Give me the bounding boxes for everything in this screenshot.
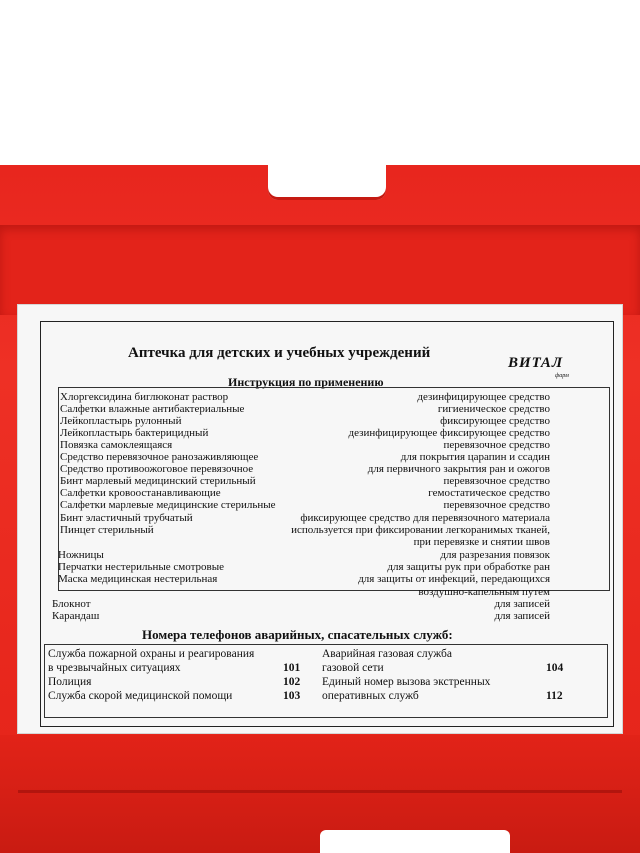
item-name: Средство противоожоговое перевязочное (60, 463, 254, 475)
item-purpose: для защиты рук при обработке ран (387, 561, 550, 573)
phone-number: 102 (283, 676, 301, 688)
phones-heading: Номера телефонов аварийных, спасательных служб: (142, 627, 453, 642)
item-name: Лейкопластырь рулонный (60, 415, 182, 427)
phone-number: 101 (283, 662, 301, 674)
phone-label: Аварийная газовая служба (322, 648, 452, 660)
vital-logo-sub: фарм (555, 373, 569, 379)
background (0, 0, 640, 160)
instruction-sheet (18, 305, 622, 733)
item-name: Бинт эластичный трубчатый (60, 512, 193, 524)
item-purpose: воздушно-капельным путем (418, 586, 550, 598)
sheet-title: Аптечка для детских и учебных учреждений (128, 345, 431, 361)
phone-label: Служба скорой медицинской помощи (48, 690, 233, 702)
item-purpose: гемостатическое средство (428, 487, 550, 499)
item-purpose: фиксирующее средство для перевязочного материала (300, 512, 550, 524)
item-name: Пинцет стерильный (60, 524, 154, 536)
phone-label: оперативных служб (322, 690, 419, 702)
case-clasp (320, 830, 510, 853)
item-name: Лейкопластырь бактерицидный (60, 427, 209, 439)
item-purpose: перевязочное средство (443, 439, 550, 451)
item-purpose: для покрытия царапин и ссадин (400, 451, 550, 463)
phone-label: газовой сети (322, 662, 384, 674)
phone-label: Служба пожарной охраны и реагирования (48, 648, 255, 660)
item-purpose: используется при фиксировании легкоранимых тканей, (291, 524, 550, 536)
item-purpose: перевязочное средство (443, 475, 550, 487)
item-name: Маска медицинская нестерильная (58, 573, 218, 585)
phone-label: Полиция (48, 676, 92, 688)
item-purpose: перевязочное средство (443, 499, 550, 511)
item-name: Средство перевязочное ранозаживляющее (60, 451, 259, 463)
item-name: Перчатки нестерильные смотровые (58, 561, 224, 573)
case-notch (268, 160, 386, 200)
phone-number: 103 (283, 690, 301, 702)
item-purpose: дезинфицирующее средство (417, 391, 550, 403)
item-name: Блокнот (52, 598, 91, 610)
item-purpose: дезинфицирующее фиксирующее средство (348, 427, 550, 439)
item-name: Салфетки влажные антибактериальные (60, 403, 245, 415)
item-name: Повязка самоклеящаяся (60, 439, 173, 451)
item-purpose: для записей (494, 598, 550, 610)
item-purpose: гигиеническое средство (437, 403, 550, 415)
vital-logo: ВИТАЛ (508, 355, 564, 371)
item-purpose: для разрезания повязок (440, 549, 550, 561)
item-name: Салфетки марлевые медицинские стерильные (60, 499, 276, 511)
item-name: Бинт марлевый медицинский стерильный (60, 475, 256, 487)
phone-label: Единый номер вызова экстренных (322, 676, 491, 688)
item-name: Салфетки кровоостанавливающие (60, 487, 221, 499)
instruction-heading: Инструкция по применению (228, 375, 384, 389)
item-name: Хлоргексидина биглюконат раствор (60, 391, 229, 403)
phone-label: в чрезвычайных ситуациях (48, 662, 181, 674)
phone-number: 112 (546, 690, 563, 702)
item-purpose: для записей (494, 610, 550, 622)
item-purpose: для первичного закрытия ран и ожогов (367, 463, 550, 475)
item-purpose: для защиты от инфекций, передающихся (358, 573, 550, 585)
case-rim (0, 225, 640, 315)
item-name: Карандаш (52, 610, 100, 622)
item-purpose: фиксирующее средство (440, 415, 550, 427)
item-purpose: при перевязке и снятии швов (413, 536, 550, 548)
case-ridge (18, 790, 622, 793)
phone-number: 104 (546, 662, 564, 674)
item-name: Ножницы (58, 549, 104, 561)
